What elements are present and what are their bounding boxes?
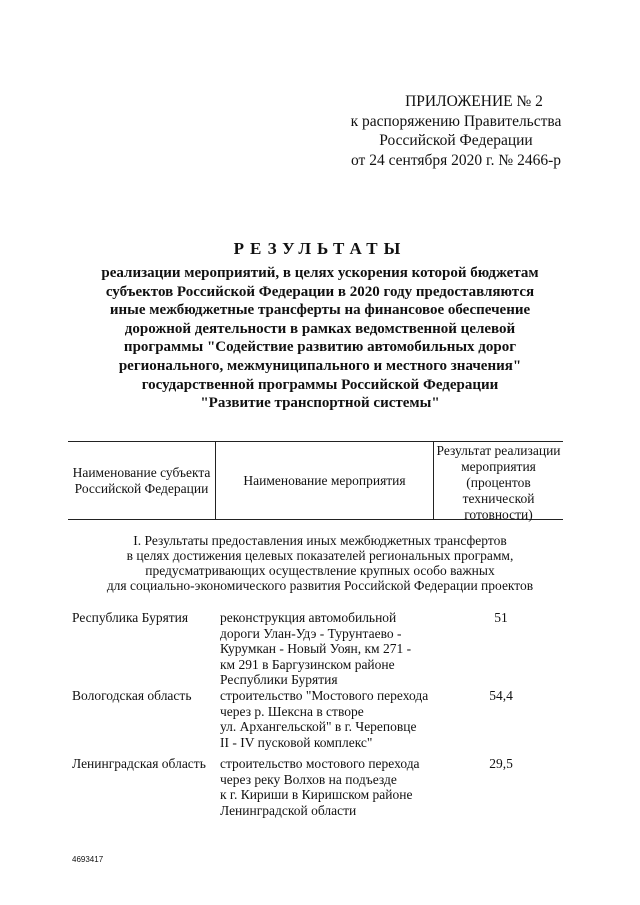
subtitle-line: субъектов Российской Федерации в 2020 году предоставляются bbox=[105, 283, 535, 300]
subtitle-line: иные межбюджетные трансферты на финансовое обеспечение bbox=[109, 302, 531, 319]
row-result: 29,5 bbox=[489, 756, 513, 771]
table-header-top-rule bbox=[68, 441, 563, 442]
row-description: реконструкция автомобильной дороги Улан-Удэ - Турунтаево - Курумкан - Новый Уоян, км 271 - км 291 в Баргузинском районе Республики Бурятия bbox=[220, 610, 412, 687]
row-subject: Ленинградская область bbox=[72, 756, 206, 771]
subtitle-line: регионального, межмуниципального и местного значения" bbox=[118, 357, 522, 374]
row-description: строительство мостового перехода через реку Волхов на подъезде к г. Кириши в Киришском районе Ленинградской области bbox=[220, 756, 420, 818]
document-number: 4693417 bbox=[72, 855, 104, 864]
header-subject: Наименование субъекта Российской Федерации bbox=[72, 465, 211, 496]
subtitle-line: дорожной деятельности в рамках ведомственной целевой bbox=[124, 320, 516, 337]
subtitle-line: программы "Содействие развитию автомобильных дорог bbox=[123, 339, 517, 356]
header-result: Результат реализации мероприятия (процентов технической готовности) bbox=[436, 443, 561, 522]
appendix-line-1: к распоряжению Правительства bbox=[350, 112, 562, 130]
document-heading: РЕЗУЛЬТАТЫ bbox=[233, 239, 407, 258]
subtitle-line: государственной программы Российской Федерации bbox=[141, 376, 499, 393]
appendix-line-2: Российской Федерации bbox=[379, 132, 533, 149]
appendix-block bbox=[330, 92, 582, 170]
row-result: 51 bbox=[494, 610, 508, 625]
row-result: 54,4 bbox=[489, 688, 513, 703]
row-description: строительство "Мостового перехода через р. Шексна в створе ул. Архангельской" в г. Череповце II - IV пусковой комплекс" bbox=[220, 688, 429, 750]
row-subject: Вологодская область bbox=[72, 688, 192, 703]
appendix-line-3: от 24 сентября 2020 г. № 2466-р bbox=[351, 151, 561, 169]
table-header bbox=[68, 441, 563, 520]
row-subject: Республика Бурятия bbox=[72, 610, 189, 625]
subtitle-line: "Развитие транспортной системы" bbox=[200, 395, 440, 412]
subtitle-line: реализации мероприятий, в целях ускорения которой бюджетам bbox=[101, 265, 539, 281]
appendix-title: ПРИЛОЖЕНИЕ № 2 bbox=[405, 93, 543, 110]
section-title: I. Результаты предоставления иных межбюджетных трансфертов в целях достижения целевых показателей региональных программ, предусматривающих осуществление крупных особо важных для социально-экономического развития Российской Федерации проектов bbox=[106, 533, 534, 593]
document-subtitle bbox=[60, 264, 580, 413]
header-activity: Наименование мероприятия bbox=[243, 473, 406, 488]
